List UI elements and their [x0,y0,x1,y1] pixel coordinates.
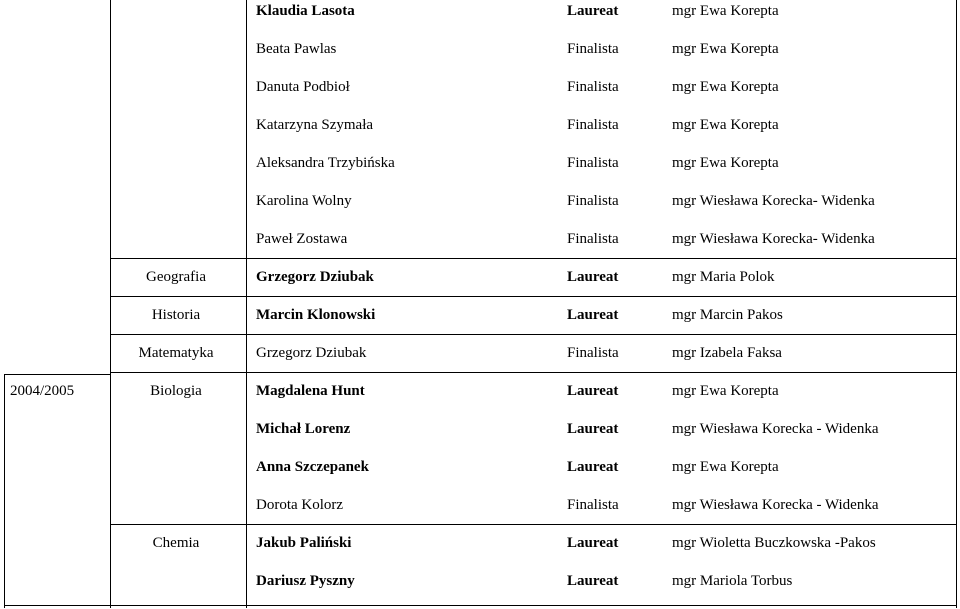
award-title: Laureat [567,269,619,285]
teacher-name: mgr Ewa Korepta [672,41,779,57]
table-row [0,38,960,76]
table-row [0,228,960,266]
award-title: Laureat [567,573,619,589]
student-name: Katarzyna Szymała [256,117,374,133]
table-row [0,380,960,418]
year-cell: 2004/2005 [10,383,75,399]
subject-cell [110,418,242,457]
year-cell [10,342,110,381]
year-cell [10,494,110,533]
year-cell [10,570,110,609]
subject-cell [110,0,242,39]
award-title: Finalista [567,497,619,513]
student-name: Magdalena Hunt [256,383,365,399]
table-row [0,76,960,114]
teacher-name: mgr Ewa Korepta [672,383,779,399]
award-title: Finalista [567,41,619,57]
subject-cell [110,228,242,267]
award-title: Finalista [567,193,619,209]
subject-cell [110,152,242,191]
student-name: Paweł Zostawa [256,231,348,247]
teacher-name: mgr Marcin Pakos [672,307,783,323]
teacher-name: mgr Wiesława Korecka - Widenka [672,421,879,437]
student-name: Anna Szczepanek [256,459,369,475]
table-row [0,494,960,532]
student-name: Grzegorz Dziubak [256,269,374,285]
year-cell [10,152,110,191]
year-cell [10,418,110,457]
award-title: Finalista [567,345,619,361]
student-name: Aleksandra Trzybińska [256,155,395,171]
subject-cell: Chemia [152,535,200,551]
table-row [0,342,960,380]
award-title: Laureat [567,459,619,475]
subject-cell: Biologia [150,383,202,399]
table-row [0,570,960,608]
student-name: Grzegorz Dziubak [256,345,367,361]
teacher-name: mgr Ewa Korepta [672,3,779,19]
table-row [0,418,960,456]
student-name: Klaudia Lasota [256,3,355,19]
year-cell [10,38,110,77]
table-row [0,114,960,152]
teacher-name: mgr Ewa Korepta [672,117,779,133]
teacher-name: mgr Ewa Korepta [672,459,779,475]
year-cell [10,190,110,229]
year-cell [10,532,110,571]
table-row [0,152,960,190]
award-title: Finalista [567,79,619,95]
student-name: Dariusz Pyszny [256,573,355,589]
teacher-name: mgr Ewa Korepta [672,155,779,171]
teacher-name: mgr Maria Polok [672,269,775,285]
table-row [0,190,960,228]
teacher-name: mgr Ewa Korepta [672,79,779,95]
year-cell [10,0,110,39]
year-cell [10,228,110,267]
student-name: Karolina Wolny [256,193,352,209]
teacher-name: mgr Wiesława Korecka- Widenka [672,231,875,247]
subject-cell [110,114,242,153]
year-cell [10,114,110,153]
award-title: Laureat [567,3,619,19]
subject-cell [110,570,242,609]
student-name: Dorota Kolorz [256,497,344,513]
award-title: Finalista [567,231,619,247]
subject-cell [110,494,242,533]
award-title: Finalista [567,155,619,171]
table-row [0,532,960,570]
award-title: Laureat [567,421,619,437]
year-cell [10,76,110,115]
table-row [0,266,960,304]
subject-cell: Historia [151,307,201,323]
subject-cell [110,456,242,495]
year-cell [10,456,110,495]
subject-cell [110,76,242,115]
teacher-name: mgr Wiesława Korecka - Widenka [672,497,879,513]
teacher-name: mgr Mariola Torbus [672,573,793,589]
subject-cell: Geografia [146,269,206,285]
table-row [0,0,960,38]
teacher-name: mgr Izabela Faksa [672,345,782,361]
student-name: Marcin Klonowski [256,307,376,323]
teacher-name: mgr Wiesława Korecka- Widenka [672,193,875,209]
teacher-name: mgr Wioletta Buczkowska -Pakos [672,535,876,551]
table-row [0,304,960,342]
subject-cell: Matematyka [138,345,214,361]
year-cell [10,266,110,305]
award-title: Laureat [567,307,619,323]
subject-cell [110,190,242,229]
student-name: Jakub Paliński [256,535,352,551]
table-row [0,456,960,494]
student-name: Beata Pawlas [256,41,337,57]
award-title: Finalista [567,117,619,133]
student-name: Michał Lorenz [256,421,351,437]
student-name: Danuta Podbioł [256,79,350,95]
subject-cell [110,38,242,77]
year-cell [10,304,110,343]
award-title: Laureat [567,383,619,399]
award-title: Laureat [567,535,619,551]
